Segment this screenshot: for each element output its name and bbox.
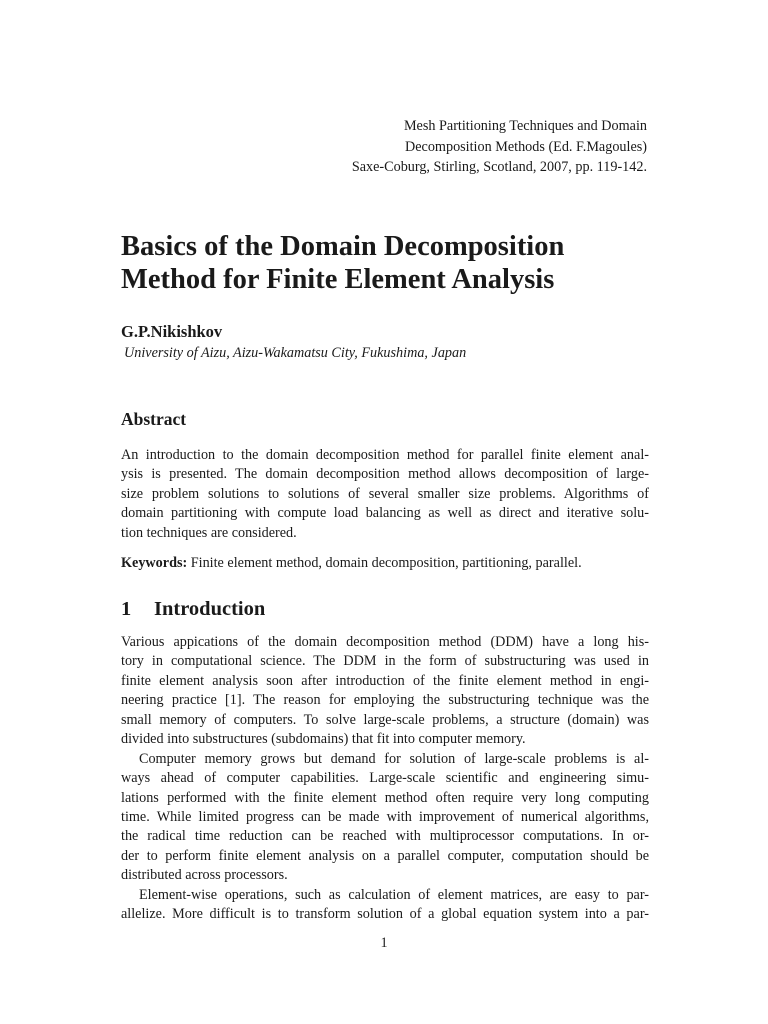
body-line: divided into substructures (subdomains) that fit into computer memory. [121, 731, 526, 748]
abstract-line: tion techniques are considered. [121, 524, 297, 541]
keywords-label: Keywords: [121, 555, 188, 571]
section-number: 1 [121, 598, 132, 620]
citation-line: Mesh Partitioning Techniques and Domain [403, 118, 647, 134]
citation-line: Decomposition Methods (Ed. F.Magoules) [405, 138, 647, 155]
keywords [121, 554, 649, 573]
body-line: ways ahead of computer capabilities. Large-scale scientific and engineering simu- [121, 770, 649, 787]
body-text [121, 633, 649, 925]
author-affiliation: University of Aizu, Aizu-Wakamatsu City, Fukushima, Japan [124, 345, 467, 361]
body-line: Various appications of the domain decomposition method (DDM) have a long his- [121, 634, 649, 650]
keywords-line [121, 554, 649, 573]
body-line: time. While limited progress can be made with improvement of numerical algorithms, [121, 808, 649, 825]
title-line: Method for Finite Element Analysis [121, 264, 555, 295]
keywords-text: Finite element method, domain decomposition, partitioning, parallel. [187, 555, 582, 571]
body-line: finite element analysis soon after introduction of the finite element method in engi- [121, 672, 649, 689]
abstract-text [121, 446, 649, 543]
body-line: the radical time reduction can be reached with multiprocessor computations. In or- [121, 828, 649, 845]
body-line: tory in computational science. The DDM in the form of substructuring was used in [121, 653, 649, 670]
body-line: Element-wise operations, such as calculation of element matrices, are easy to par- [139, 886, 649, 903]
citation-line: Saxe-Coburg, Stirling, Scotland, 2007, pp. 119-142. [351, 159, 647, 175]
title-line: Basics of the Domain Decomposition [121, 231, 565, 262]
body-line: Computer memory grows but demand for solution of large-scale problems is al- [139, 750, 649, 767]
abstract-line: ysis is presented. The domain decomposition method allows decomposition of large- [121, 466, 649, 483]
body-line: distributed across processors. [121, 867, 288, 884]
body-line: small memory of computers. To solve large-scale problems, a structure (domain) was [121, 711, 649, 728]
body-line: neering practice [1]. The reason for employing the substructuring technique was the [121, 692, 649, 709]
abstract-line: An introduction to the domain decomposition method for parallel finite element anal- [121, 447, 649, 463]
body-line: der to perform finite element analysis on a parallel computer, computation should be [121, 847, 649, 864]
citation-block [227, 116, 647, 178]
abstract-heading: Abstract [121, 409, 187, 429]
section-heading [121, 598, 265, 621]
body-line: allelize. More difficult is to transform solution of a global equation system into a par- [121, 906, 649, 923]
author-name: G.P.Nikishkov [121, 322, 223, 341]
abstract-line: domain partitioning with compute load balancing as well as direct and iterative solu- [121, 505, 649, 522]
body-line: lations performed with the finite element method often require very long computing [121, 789, 649, 806]
section-title: Introduction [154, 598, 266, 620]
abstract-line: size problem solutions to solutions of several smaller size problems. Algorithms of [121, 485, 649, 502]
paper-title [121, 230, 681, 296]
page-number: 1 [380, 935, 388, 951]
